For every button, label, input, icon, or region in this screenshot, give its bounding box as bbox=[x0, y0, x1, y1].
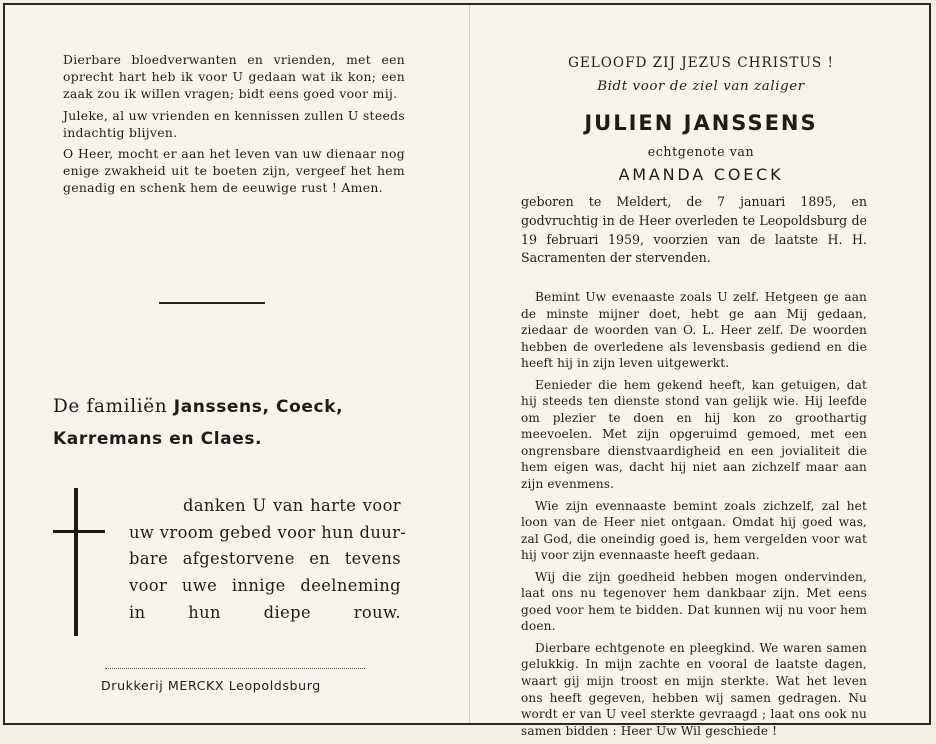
intro-text bbox=[63, 51, 405, 201]
tribute-paragraph: Wij die zijn goedheid hebben mogen ondervinden, laat ons nu tegenover hem dankbaar zijn. Met eens goed voor hem te bidden. Dat kunnen wij nu voor hem doen. bbox=[521, 569, 867, 634]
biography: geboren te Meldert, de 7 januari 1895, en godvruchtig in de Heer overleden te Leopoldsburg de 19 februari 1959, voorzien van de laatste H. H. Sacramenten der stervenden. bbox=[521, 194, 867, 266]
thanks-line: in hun diepe rouw. bbox=[129, 602, 401, 622]
printer-rule bbox=[105, 668, 365, 669]
prayer-line: Bidt voor de ziel van zaliger bbox=[597, 79, 805, 94]
thanks-line: uw vroom gebed voor hun duur- bbox=[129, 522, 407, 542]
printer-credit: Drukkerij MERCKX Leopoldsburg bbox=[101, 678, 321, 693]
deceased-name: JULIEN JANSSENS bbox=[584, 111, 818, 135]
left-page bbox=[5, 5, 469, 723]
thanks-line: voor uwe innige deelneming bbox=[129, 576, 401, 596]
families-prefix: De familiën bbox=[53, 396, 174, 417]
tribute-text bbox=[521, 289, 867, 744]
cross-icon bbox=[74, 488, 78, 636]
families-names-2: Karremans en Claes. bbox=[53, 429, 263, 449]
divider-line bbox=[159, 302, 265, 304]
thanks-line: bare afgestorvene en tevens bbox=[129, 549, 401, 569]
right-page bbox=[469, 5, 932, 738]
thanks-text bbox=[129, 493, 407, 627]
spouse-label: echtgenote van bbox=[647, 144, 755, 159]
intro-paragraph: Juleke, al uw vrienden en kennissen zullen U steeds indachtig blijven. bbox=[63, 107, 405, 140]
spouse-name: AMANDA COECK bbox=[618, 165, 784, 184]
families-names-1: Janssens, Coeck, bbox=[173, 397, 344, 417]
tribute-paragraph: Bemint Uw evenaaste zoals U zelf. Hetgeen ge aan de minste mijner doet, hebt ge aan Mij gedaan, ziedaar de woorden van O. L. Heer zelf. De woorden hebben de overledene als levensbasis gediend en die heeft hij in zijn leven uitgewerkt. bbox=[521, 290, 867, 371]
praise-heading: GELOOFD ZIJ JEZUS CHRISTUS ! bbox=[567, 55, 835, 71]
tribute-paragraph: Eenieder die hem gekend heeft, kan getuigen, dat hij steeds ten dienste stond van gelijk wie. Hij leefde om plezier te doen en hij kon zo groothartig meevoelen. Met zijn opgeruimd gemoed, met een ongrensbare dienstvaardigheid en een jovialiteit die hem eigen was, dacht hij niet aan zichzelf maar aan zijn evenmens. bbox=[521, 377, 867, 492]
cross-bar bbox=[53, 530, 105, 533]
families-heading bbox=[53, 391, 423, 455]
intro-paragraph: Dierbare bloedverwanten en vrienden, met een oprecht hart heb ik voor U gedaan wat ik kon; een zaak zou ik willen vragen; bidt eens goed voor mij. bbox=[63, 52, 405, 102]
intro-paragraph: O Heer, mocht er aan het leven van uw dienaar nog enige zwakheid uit te boeten zijn, vergeef het hem genadig en schenk hem de eeuwige rust ! Amen. bbox=[63, 146, 405, 196]
tribute-paragraph: Dierbare echtgenote en pleegkind. We waren samen gelukkig. In mijn zachte en vooral de laatste dagen, waart gij mijn troost en mijn sterkte. Wat het leven ons heeft gegeven, hebben wij samen gedragen. Nu wordt er van U veel sterkte gevraagd ; laat ons ook nu samen bidden : Heer Uw Wil geschiede ! bbox=[521, 640, 867, 738]
memorial-card bbox=[3, 3, 931, 738]
tribute-paragraph: Wie zijn evennaaste bemint zoals zichzelf, zal het loon van de Heer niet ontgaan. Omdat hij goed was, zal God, die oneindig goed is, hem vergelden voor wat hij voor zijn evennaaste heeft gedaan. bbox=[521, 498, 867, 563]
thanks-line: danken U van harte voor bbox=[183, 496, 401, 515]
